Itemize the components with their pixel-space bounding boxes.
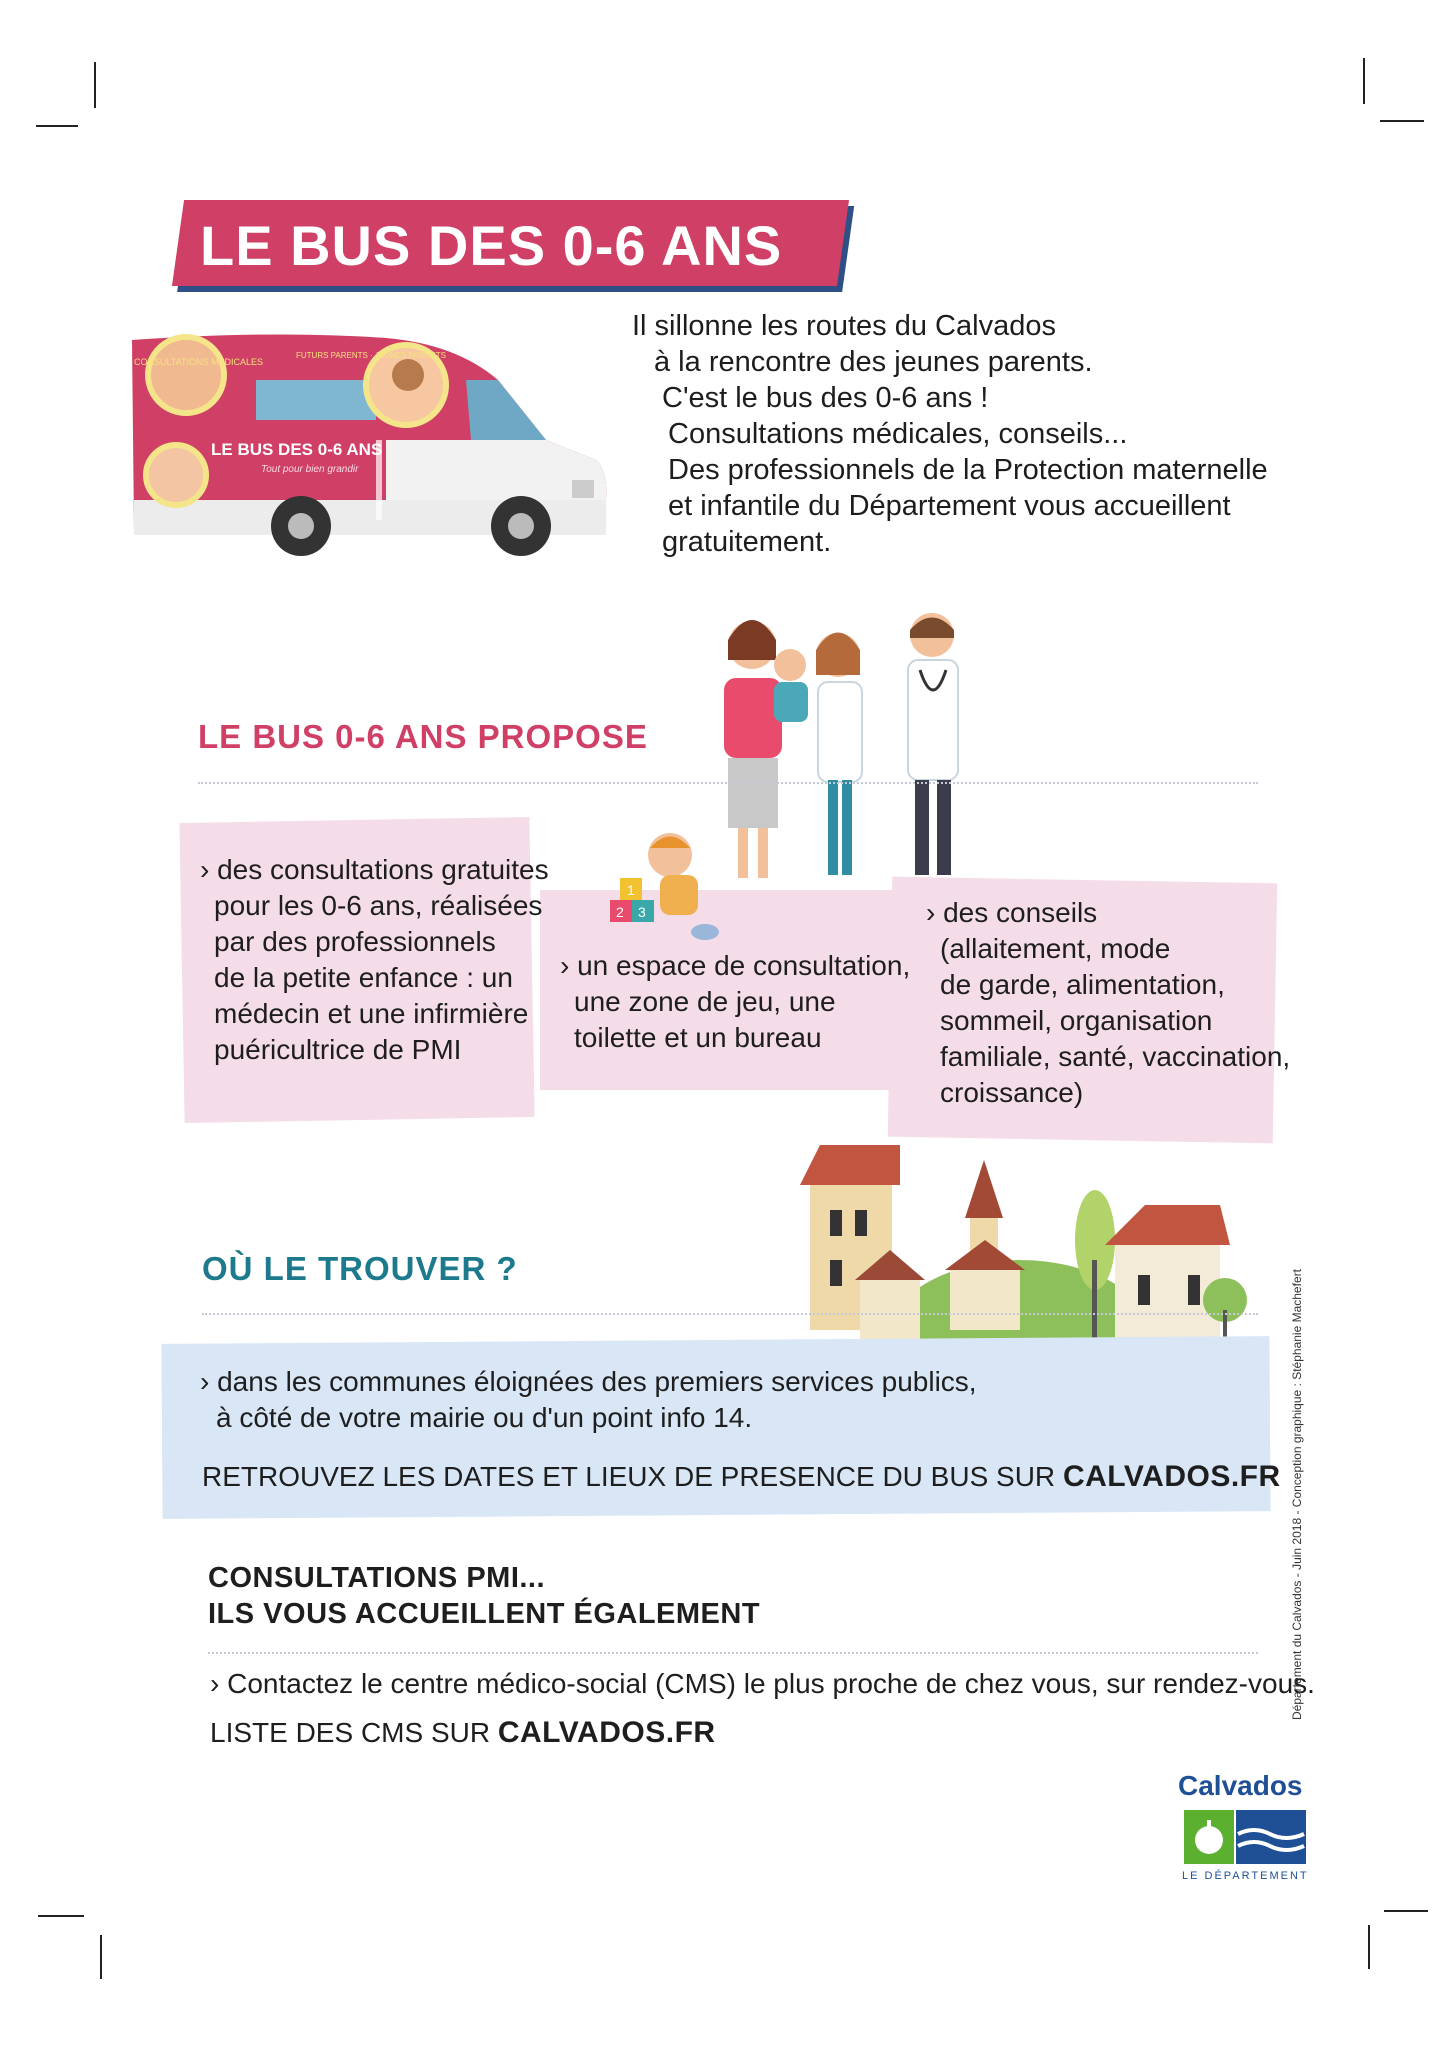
propose-line: › des consultations gratuites [200, 854, 549, 885]
crop-mark [38, 1915, 84, 1917]
propose-line: une zone de jeu, une [574, 986, 836, 1017]
where-cta-link[interactable]: CALVADOS.FR [1062, 1460, 1281, 1493]
logo-name: Calvados [1178, 1770, 1303, 1801]
intro-line: et infantile du Département vous accueillent [668, 490, 1231, 522]
intro-text [632, 308, 1292, 560]
logo-subtitle: LE DÉPARTEMENT [1182, 1870, 1309, 1882]
bus-banner-mid: FUTURS PARENTS · JEUNES PARENTS [296, 351, 446, 360]
propose-divider [198, 782, 1258, 784]
pmi-divider [208, 1652, 1258, 1654]
propose-line: toilette et un bureau [574, 1022, 822, 1053]
intro-line: Il sillonne les routes du Calvados [632, 310, 1056, 342]
propose-line: médecin et une infirmière [214, 998, 529, 1029]
intro-line: Consultations médicales, conseils... [668, 418, 1128, 450]
crop-mark [1363, 58, 1365, 104]
propose-line: de la petite enfance : un [214, 962, 513, 993]
page-title: LE BUS DES 0-6 ANS [200, 214, 783, 277]
propose-item-1 [200, 852, 549, 1068]
apple-wave-icon [1182, 1808, 1308, 1866]
crop-mark [100, 1935, 102, 1979]
propose-line: familiale, santé, vaccination, [940, 1041, 1291, 1072]
propose-line: par des professionnels [214, 926, 496, 957]
intro-line: à la rencontre des jeunes parents. [654, 346, 1093, 378]
intro-line: C'est le bus des 0-6 ans ! [662, 382, 989, 414]
pmi-list-prefix: LISTE DES CMS SUR [210, 1717, 498, 1748]
intro-line: Des professionnels de la Protection maternelle [668, 454, 1268, 486]
propose-line: sommeil, organisation [940, 1005, 1213, 1036]
block-number: 1 [627, 882, 635, 898]
where-cta-prefix: RETROUVEZ LES DATES ET LIEUX DE PRESENCE DU BUS SUR [202, 1461, 1063, 1492]
propose-line: de garde, alimentation, [940, 969, 1225, 1000]
propose-item-2 [560, 948, 910, 1056]
crop-mark [36, 125, 78, 127]
propose-item-3 [926, 895, 1290, 1111]
propose-title: LE BUS 0-6 ANS PROPOSE [198, 718, 648, 755]
crop-mark [1368, 1925, 1370, 1969]
where-line-2: à côté de votre mairie ou d'un point info 14. [216, 1402, 753, 1433]
toddler-blocks-illustration [610, 820, 730, 950]
where-cta [202, 1460, 1281, 1494]
propose-line: (allaitement, mode [940, 933, 1171, 964]
intro-line: gratuitement. [662, 526, 832, 558]
crop-mark [94, 62, 96, 108]
propose-line: › un espace de consultation, [560, 950, 911, 981]
family-doctors-illustration [710, 600, 990, 900]
bus-name: LE BUS DES 0-6 ANS [211, 440, 383, 459]
bus-illustration [126, 330, 616, 560]
pmi-list-link[interactable]: CALVADOS.FR [497, 1716, 716, 1749]
pmi-list [210, 1716, 716, 1750]
crop-mark [1384, 1910, 1428, 1912]
block-number: 2 [616, 904, 624, 920]
village-illustration [800, 1140, 1260, 1350]
calvados-logo [1172, 1770, 1312, 1890]
propose-line: croissance) [940, 1077, 1084, 1108]
propose-line: › des conseils [926, 897, 1098, 928]
where-title: OÙ LE TROUVER ? [202, 1250, 518, 1287]
block-number: 3 [638, 904, 646, 920]
pmi-title-line-1: CONSULTATIONS PMI... [208, 1562, 546, 1594]
propose-line: pour les 0-6 ans, réalisées [214, 890, 543, 921]
where-divider [202, 1313, 1258, 1315]
bus-slogan: Tout pour bien grandir [261, 464, 359, 475]
crop-mark [1380, 120, 1424, 122]
pmi-title-line-2: ILS VOUS ACCUEILLENT ÉGALEMENT [208, 1598, 761, 1630]
propose-line: puéricultrice de PMI [214, 1034, 462, 1065]
pmi-contact: › Contactez le centre médico-social (CMS) le plus proche de chez vous, sur rendez-vous. [210, 1668, 1315, 1699]
design-credit: Département du Calvados - Juin 2018 - Conception graphique : Stéphanie Machefert [1290, 1269, 1304, 1720]
bus-banner-top: CONSULTATIONS MÉDICALES [134, 357, 264, 367]
where-line-1: › dans les communes éloignées des premiers services publics, [200, 1366, 977, 1397]
